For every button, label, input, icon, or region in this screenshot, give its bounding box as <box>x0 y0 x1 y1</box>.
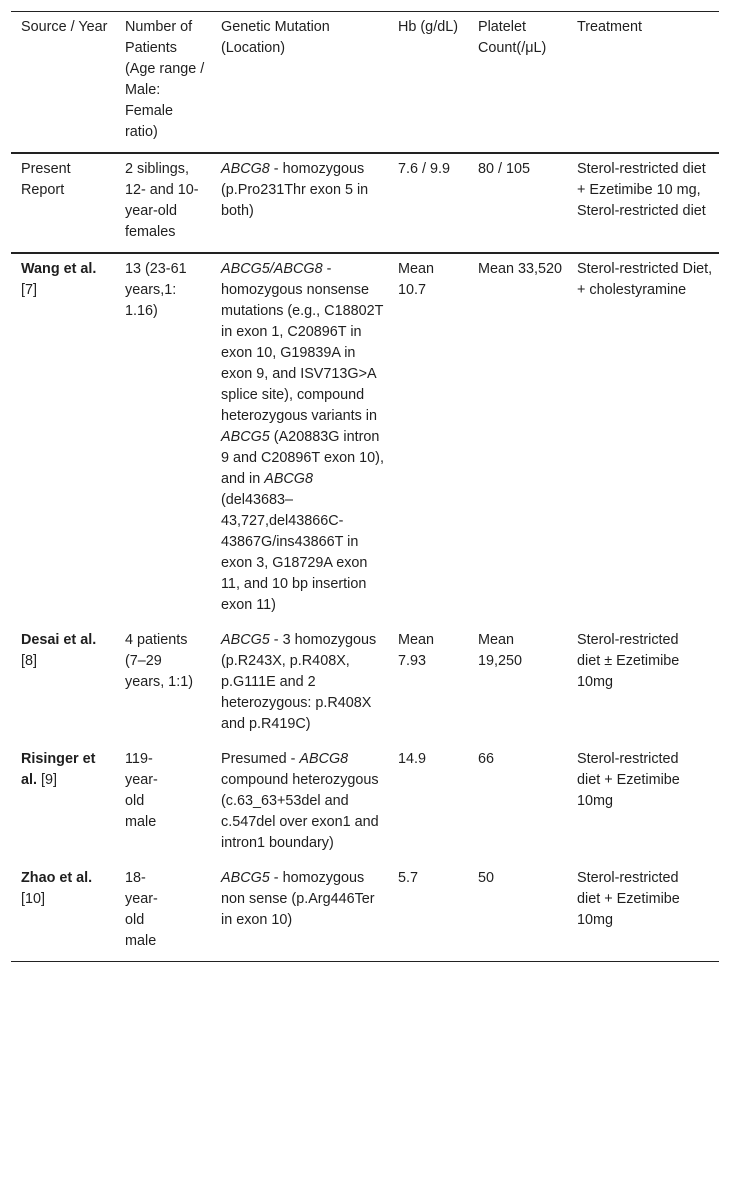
hb-cell: 14.9 <box>398 751 427 767</box>
header-treatment: Treatment <box>577 19 643 35</box>
treatment-cell: Sterol-restricted diet + Ezetimibe 10mg <box>577 870 680 928</box>
gene-name: ABCG5 <box>221 429 270 445</box>
mutation-prefix: Presumed - <box>221 751 300 767</box>
source-cell <box>11 744 115 863</box>
header-platelet: Platelet Count(/μL) <box>478 19 547 56</box>
table-row <box>11 153 719 253</box>
header-mutation: Genetic Mutation (Location) <box>221 19 330 56</box>
source-cell <box>11 253 115 625</box>
table-row <box>11 625 719 744</box>
platelet-cell: 50 <box>478 870 495 886</box>
hb-cell: 5.7 <box>398 870 419 886</box>
treatment-cell: Sterol-restricted Diet, + cholestyramine <box>577 261 713 298</box>
treatment-cell: Sterol-restricted diet + Ezetimibe 10mg <box>577 751 680 809</box>
mutation-cell <box>211 744 388 863</box>
author-name: Desai et al. <box>21 632 97 648</box>
patients-cell: 18-year-old male <box>125 870 158 949</box>
reference-number: [10] <box>21 891 46 907</box>
mutation-cell <box>211 625 388 744</box>
patients-cell: 119-year-old male <box>125 751 158 830</box>
gene-name: ABCG8 <box>299 751 349 767</box>
source-cell: Present Report <box>21 161 71 198</box>
mutation-cell <box>211 253 388 625</box>
header-row <box>11 12 719 154</box>
header-hb: Hb (g/dL) <box>398 19 458 35</box>
reference-number: [7] <box>21 282 37 298</box>
reference-number: [8] <box>21 653 37 669</box>
gene-name: ABCG8 <box>264 471 314 487</box>
table-body <box>11 153 719 962</box>
reference-number: [9] <box>37 772 57 788</box>
mutation-cell <box>211 863 388 962</box>
mutation-detail: - homozygous nonsense mutations (e.g., C18802T in exon 1, C20896T in exon 10, G19839A in exon 9, and ISV713G>A splice site), compound heterozygous variants in <box>221 261 384 424</box>
source-cell <box>11 625 115 744</box>
platelet-cell: Mean 33,520 <box>478 261 563 277</box>
patients-cell: 2 siblings, 12- and 10-year-old females <box>125 161 199 240</box>
patients-cell: 4 patients (7–29 years, 1:1) <box>125 632 193 690</box>
mutation-detail: - homozygous (p.Pro231Thr exon 5 in both) <box>221 161 369 219</box>
platelet-cell: Mean 19,250 <box>478 632 523 669</box>
mutation-cell <box>211 153 388 253</box>
table-header <box>11 12 719 154</box>
gene-name: ABCG5 <box>221 632 270 648</box>
gene-name: ABCG8 <box>221 161 270 177</box>
author-name: Wang et al. <box>21 261 97 277</box>
platelet-cell: 80 / 105 <box>478 161 531 177</box>
mutation-detail: (A20883G intron 9 and C20896T exon 10), and in <box>221 429 384 487</box>
hb-cell: 7.6 / 9.9 <box>398 161 451 177</box>
source-cell <box>11 863 115 962</box>
treatment-cell: Sterol-restricted diet + Ezetimibe 10 mg, Sterol-restricted diet <box>577 161 706 219</box>
hb-cell: Mean 10.7 <box>398 261 434 298</box>
mutation-detail: - 3 homozygous (p.R243X, p.R408X, p.G111E and 2 heterozygous: p.R408X and p.R419C) <box>221 632 377 732</box>
author-name: Zhao et al. <box>21 870 93 886</box>
gene-name: ABCG5/ABCG8 <box>221 261 323 277</box>
comparison-table <box>11 11 719 962</box>
mutation-detail: (del43683–43,727,del43866C-43867G/ins43866T in exon 3, G18729A exon 11, and 10 bp insertion exon 11) <box>221 492 368 613</box>
header-source: Source / Year <box>21 19 108 35</box>
gene-name: ABCG5 <box>221 870 270 886</box>
mutation-detail: compound heterozygous (c.63_63+53del and c.547del over exon1 and intron1 boundary) <box>221 772 379 851</box>
header-patients: Number of Patients (Age range / Male: Female ratio) <box>125 19 205 140</box>
author-name: Risinger et al. <box>21 751 96 788</box>
treatment-cell: Sterol-restricted diet ± Ezetimibe 10mg <box>577 632 680 690</box>
table-row <box>11 744 719 863</box>
table-row <box>11 253 719 625</box>
table-row <box>11 863 719 962</box>
hb-cell: Mean 7.93 <box>398 632 434 669</box>
platelet-cell: 66 <box>478 751 495 767</box>
mutation-detail: - homozygous non sense (p.Arg446Ter in exon 10) <box>221 870 375 928</box>
patients-cell: 13 (23-61 years,1: 1.16) <box>125 261 187 319</box>
